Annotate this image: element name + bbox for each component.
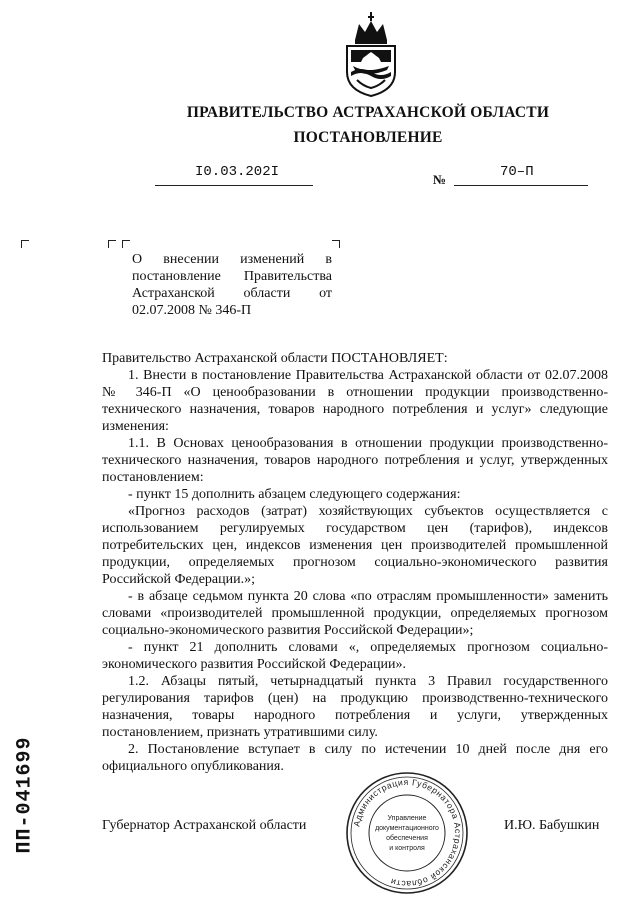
body-paragraph: 1.1. В Основах ценообразования в отношении продукции производственно-технического назначения, товаров народного потребления и услуг, утвержденных постановлением: [102,436,608,485]
seal-center-line: обеспечения [386,835,428,842]
seal-ring-text: Администрация Губернатора Астраханской области [351,776,464,890]
body-paragraph: 1.2. Абзацы пятый, четырнадцатый пункта 3 Правил государственного регулирования тарифов (цен) на продукцию производственно-технического назначения, товары народного потребления и услуги, утвержденных постановлением, признать утратившими силу. [102,674,608,740]
document-subject: О внесении изменений в постановление Правительства Астраханской области от 02.07.2008 № 346-П [132,252,332,318]
coat-of-arms-emblem [343,10,399,98]
document-date: I0.03.202I [195,164,280,180]
official-seal-stamp [344,770,470,896]
form-serial-number [8,730,42,860]
corner-mark [108,240,116,248]
document-type: ПОСТАНОВЛЕНИЕ [293,129,443,146]
body-paragraph: Правительство Астраханской области ПОСТАНОВЛЯЕТ: [102,351,448,366]
signatory-position: Губернатор Астраханской области [102,818,307,833]
document-body [102,350,608,775]
seal-center-line: Управление [387,815,427,822]
document-number: 70–П [500,164,534,180]
corner-mark [332,240,340,248]
body-paragraph: - пункт 21 дополнить словами «, определяемых прогнозом социально-экономического развития Российской Федерации». [102,640,608,672]
body-paragraph: «Прогноз расходов (затрат) хозяйствующих субъектов осуществляется с использованием регулируемых государством цен (тарифов), индексов потребительских цен, индексов изменения цен производителей промышленной продукции, определяемых прогнозом социально-экономического развития Российской Федерации.»; [102,504,608,587]
svg-text:Администрация Губернатора Астр [351,777,463,889]
body-paragraph: 2. Постановление вступает в силу по истечении 10 дней после дня его официального опубликования. [102,742,608,774]
organization-title: ПРАВИТЕЛЬСТВО АСТРАХАНСКОЙ ОБЛАСТИ [186,104,550,121]
seal-center-line: документационного [375,825,439,832]
seal-center-line: и контроля [389,845,425,852]
number-sign: № [433,172,447,187]
body-paragraph: - пункт 15 дополнить абзацем следующего содержания: [128,487,461,502]
corner-mark [21,240,29,248]
corner-mark [122,240,130,248]
signatory-name: И.Ю. Бабушкин [504,818,600,833]
form-serial-text: ПП-041699 [13,736,37,854]
body-paragraph: - в абзаце седьмом пункта 20 слова «по отраслям промышленности» заменить словами «производителей промышленной продукции, определяемых прогнозом социально-экономического развития Российской Федерации»; [102,589,608,638]
body-paragraph: 1. Внести в постановление Правительства Астраханской области от 02.07.2008 № 346-П «О ценообразовании в отношении продукции производственно-технического назначения, товаров народного потребления и услуг» следующие изменения: [102,368,608,434]
